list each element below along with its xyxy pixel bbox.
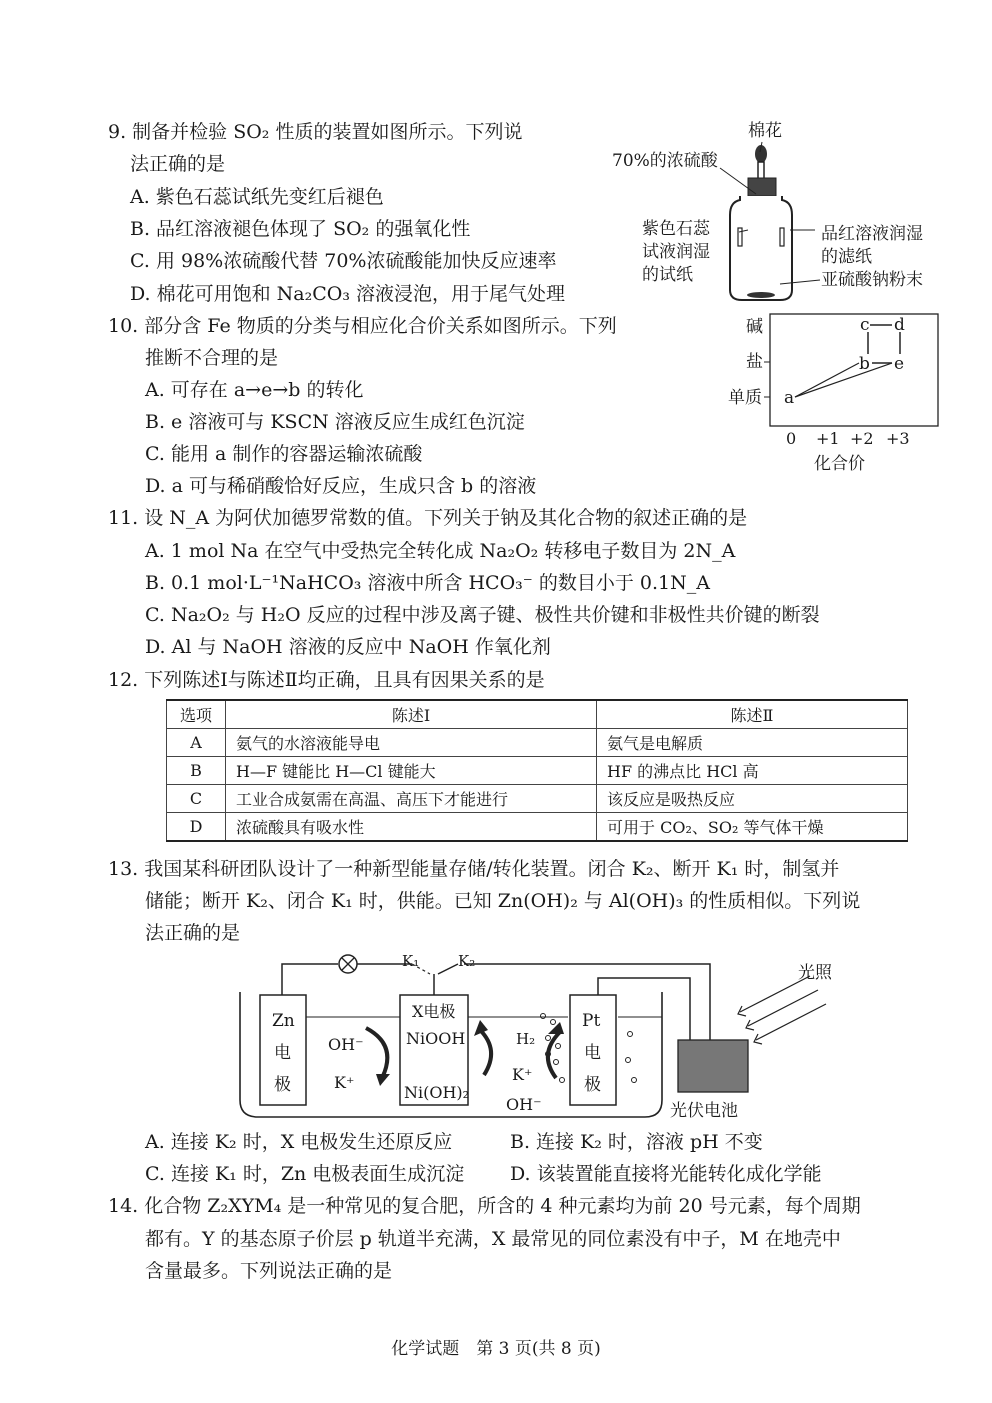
label-magenta-2: 的滤纸 [821,247,872,267]
oh-right: OH⁻ [506,1095,542,1114]
point-d: d [894,315,905,335]
row-c-option: C [167,785,226,813]
x-electrode-label: X电极 [412,1002,456,1021]
q10-valence-diagram [720,308,950,478]
q12-table [166,699,908,842]
label-litmus-1: 紫色石蕊 [642,219,710,239]
label-acid: 70%的浓硫酸 [612,151,718,171]
x-axis-title: 化合价 [814,454,865,474]
row-b-statement-1: H—F 键能比 H—Cl 键能大 [226,757,597,785]
table-row [167,729,908,757]
row-d-option: D [167,813,226,842]
q10-option-b: B. e 溶液可与 KSCN 溶液反应生成红色沉淀 [145,411,525,433]
zn-label-2: 电 [274,1043,291,1063]
sodium-sulfite-powder [747,292,775,298]
table-row [167,757,908,785]
row-c-statement-2: 该反应是吸热反应 [597,785,908,813]
header-statement-2: 陈述Ⅱ [597,700,908,729]
table-header-row [167,700,908,729]
light-rays [738,976,826,1044]
k2-label: K₂ [458,952,476,970]
ylabel-base: 碱 [746,317,763,337]
q10-option-c: C. 能用 a 制作的容器运输浓硫酸 [145,443,423,465]
ylabel-element: 单质 [728,388,762,408]
label-litmus-2: 试液润湿 [642,242,710,262]
q13-option-a: A. 连接 K₂ 时，X 电极发生还原反应 [145,1131,453,1153]
label-magenta-1: 品红溶液润湿 [821,224,923,244]
point-e: e [894,354,905,374]
row-d-statement-2: 可用于 CO₂、SO₂ 等气体干燥 [597,813,908,842]
q11-option-b: B. 0.1 mol·L⁻¹NaHCO₃ 溶液中所含 HCO₃⁻ 的数目小于 0.1N_A [145,572,710,594]
page-footer: 化学试题 第 3 页(共 8 页) [391,1339,601,1359]
q10-option-d: D. a 可与稀硝酸恰好反应，生成只含 b 的溶液 [145,475,537,497]
q9-option-b: B. 品红溶液褪色体现了 SO₂ 的强氧化性 [130,218,471,240]
q13-device-figure [230,950,870,1125]
xtick-0: 0 [786,429,797,448]
q14-stem-line2: 都有。Y 的基态原子价层 p 轨道半充满，X 最常见的同位素没有中子，M 在地壳中 [145,1228,841,1250]
q13-stem-line3: 法正确的是 [145,922,241,944]
row-a-statement-2: 氨气是电解质 [597,729,908,757]
q13-option-d: D. 该装置能直接将光能转化成化学能 [510,1163,822,1185]
row-b-option: B [167,757,226,785]
q9-stem-line2: 法正确的是 [130,153,226,175]
point-c: c [860,315,870,335]
label-litmus-3: 的试纸 [642,265,693,285]
q13-option-c: C. 连接 K₁ 时，Zn 电极表面生成沉淀 [145,1163,465,1185]
light-label: 光照 [798,963,832,983]
pt-label-2: 电 [584,1043,601,1063]
table-row [167,785,908,813]
xtick-3: +3 [886,429,910,448]
q9-option-d: D. 棉花可用饱和 Na₂CO₃ 溶液浸泡，用于尾气处理 [130,283,566,305]
q11-option-c: C. Na₂O₂ 与 H₂O 反应的过程中涉及离子键、极性共价键和非极性共价键的断裂 [145,604,820,626]
table-row [167,813,908,842]
q13-option-b: B. 连接 K₂ 时，溶液 pH 不变 [510,1131,763,1153]
point-b: b [859,354,870,374]
q13-stem-line2: 储能；断开 K₂、闭合 K₁ 时，供能。已知 Zn(OH)₂ 与 Al(OH)₃ 的性质相似。下列说 [145,890,861,912]
header-option: 选项 [167,700,226,729]
h2-label: H₂ [516,1030,536,1048]
q14-stem-line3: 含量最多。下列说法正确的是 [145,1260,393,1282]
q14-stem-line1: 14. 化合物 Z₂XYM₄ 是一种常见的复合肥，所含的 4 种元素均为前 20 号元素，每个周期 [108,1195,861,1217]
q11-option-d: D. Al 与 NaOH 溶液的反应中 NaOH 作氧化剂 [145,636,551,658]
k1-label: K₁ [402,952,420,970]
pv-label: 光伏电池 [670,1101,738,1121]
niooh-label: NiOOH [406,1029,466,1048]
q9-stem-line1: 9. 制备并检验 SO₂ 性质的装置如图所示。下列说 [108,121,523,143]
diagram-frame [770,314,938,426]
k-right: K⁺ [512,1065,533,1084]
point-a: a [784,388,795,408]
row-d-statement-1: 浓硫酸具有吸水性 [226,813,597,842]
oh-left: OH⁻ [328,1035,364,1054]
switch-k2 [438,964,458,974]
q9-option-a: A. 紫色石蕊试纸先变红后褪色 [130,186,384,208]
xtick-2: +2 [850,429,874,448]
xtick-1: +1 [816,429,840,448]
q13-stem-line1: 13. 我国某科研团队设计了一种新型能量存储/转化装置。闭合 K₂、断开 K₁ 时，制氢并 [108,858,840,880]
zn-label-1: Zn [272,1011,295,1031]
pt-label-3: 极 [584,1075,601,1095]
q12-stem: 12. 下列陈述Ⅰ与陈述Ⅱ均正确，且具有因果关系的是 [108,669,545,691]
q11-option-a: A. 1 mol Na 在空气中受热完全转化成 Na₂O₂ 转移电子数目为 2N_A [145,540,736,562]
pt-label-1: Pt [582,1011,601,1031]
q9-option-c: C. 用 98%浓硫酸代替 70%浓硫酸能加快反应速率 [130,250,557,272]
q10-option-a: A. 可存在 a→e→b 的转化 [145,379,364,401]
ylabel-salt: 盐 [746,352,763,372]
k-left: K⁺ [334,1073,355,1092]
row-c-statement-1: 工业合成氨需在高温、高压下才能进行 [226,785,597,813]
row-a-statement-1: 氨气的水溶液能导电 [226,729,597,757]
zn-label-3: 极 [274,1075,291,1095]
pv-cell [678,1040,748,1092]
header-statement-1: 陈述Ⅰ [226,700,597,729]
q10-stem-line2: 推断不合理的是 [145,347,279,369]
row-b-statement-2: HF 的沸点比 HCl 高 [597,757,908,785]
label-powder: 亚硫酸钠粉末 [821,270,923,290]
q10-stem-line1: 10. 部分含 Fe 物质的分类与相应化合价关系如图所示。下列 [108,315,617,337]
row-a-option: A [167,729,226,757]
nioh2-label: Ni(OH)₂ [404,1083,470,1102]
label-cotton: 棉花 [748,121,782,141]
q11-stem: 11. 设 N_A 为阿伏加德罗常数的值。下列关于钠及其化合物的叙述正确的是 [108,507,748,529]
